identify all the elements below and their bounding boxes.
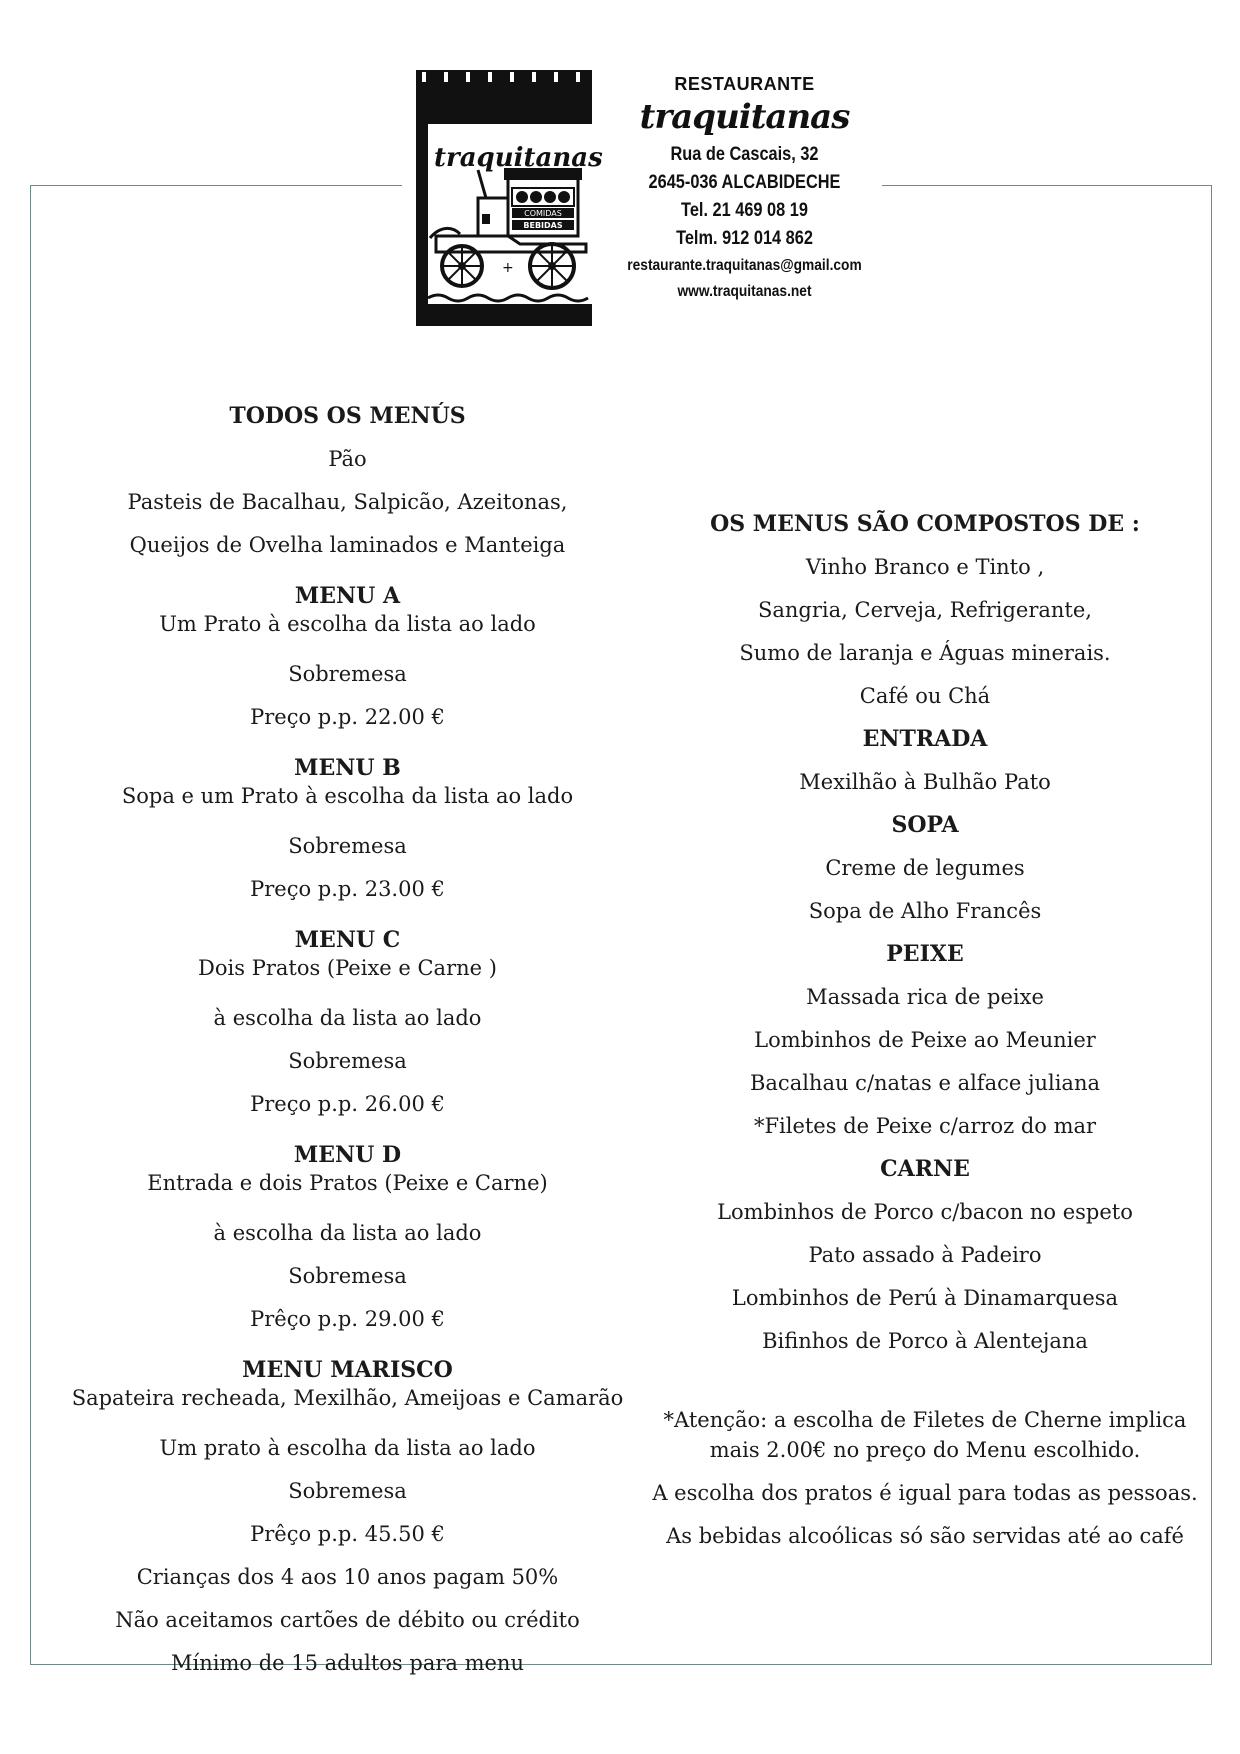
carne-title: CARNE xyxy=(880,1156,970,1182)
menu-d-price: Prêço p.p. 29.00 € xyxy=(250,1307,445,1331)
drink-item: Sangria, Cerveja, Refrigerante, xyxy=(758,598,1092,622)
note-line: As bebidas alcoólicas só são servidas até ao café xyxy=(666,1524,1184,1548)
logo-email: restaurante.traquitanas@gmail.com xyxy=(627,257,862,274)
note-line: mais 2.00€ no preço do Menu escolhido. xyxy=(709,1438,1141,1462)
restaurant-logo-card xyxy=(402,56,882,346)
todos-item: Queijos de Ovelha laminados e Manteiga xyxy=(129,533,566,557)
menu-marisco-price: Prêço p.p. 45.50 € xyxy=(250,1522,445,1546)
menu-b-price: Preço p.p. 23.00 € xyxy=(250,877,445,901)
menu-a-item: Um Prato à escolha da lista ao lado xyxy=(159,612,536,636)
peixe-item: Bacalhau c/natas e alface juliana xyxy=(749,1071,1101,1095)
menu-d-item: Sobremesa xyxy=(288,1264,407,1288)
entrada-title: ENTRADA xyxy=(862,726,988,752)
menu-marisco-item: Sapateira recheada, Mexilhão, Ameijoas e Camarão xyxy=(71,1386,624,1410)
todos-title: TODOS OS MENÚS xyxy=(229,403,466,429)
menu-a-item: Sobremesa xyxy=(288,662,407,686)
drink-item: Café ou Chá xyxy=(859,684,991,708)
menu-b-title: MENU B xyxy=(294,755,401,781)
peixe-item: Massada rica de peixe xyxy=(806,985,1044,1009)
menu-b-item: Sobremesa xyxy=(288,834,407,858)
menu-a-price: Preço p.p. 22.00 € xyxy=(250,705,445,729)
footer-note: Mínimo de 15 adultos para menu xyxy=(171,1651,524,1675)
logo-postal: 2645-036 ALCABIDECHE xyxy=(648,172,841,193)
logo-tel: Tel. 21 469 08 19 xyxy=(681,200,808,221)
menu-c-price: Preço p.p. 26.00 € xyxy=(250,1092,445,1116)
menu-c-title: MENU C xyxy=(294,927,401,953)
notes-block xyxy=(620,1405,1230,1551)
composed-title: OS MENUS SÃO COMPOSTOS DE : xyxy=(710,511,1140,537)
carne-item: Lombinhos de Porco c/bacon no espeto xyxy=(717,1200,1133,1224)
drink-item: Vinho Branco e Tinto , xyxy=(805,555,1045,579)
note-line: A escolha dos pratos é igual para todas as pessoas. xyxy=(652,1481,1198,1505)
cart-label-comidas: COMIDAS xyxy=(524,209,562,218)
footer-note: Crianças dos 4 aos 10 anos pagam 50% xyxy=(136,1565,559,1589)
peixe-item: Lombinhos de Peixe ao Meunier xyxy=(754,1028,1096,1052)
menus-column xyxy=(55,395,640,1685)
peixe-item: *Filetes de Peixe c/arroz do mar xyxy=(753,1114,1097,1138)
todos-item: Pão xyxy=(328,447,367,471)
menu-marisco-item: Sobremesa xyxy=(288,1479,407,1503)
logo-address: Rua de Cascais, 32 xyxy=(670,144,819,165)
menu-d-item: Entrada e dois Pratos (Peixe e Carne) xyxy=(147,1171,548,1195)
menu-marisco-title: MENU MARISCO xyxy=(242,1357,453,1383)
carne-item: Lombinhos de Perú à Dinamarquesa xyxy=(731,1286,1119,1310)
todos-item: Pasteis de Bacalhau, Salpicão, Azeitonas, xyxy=(127,490,568,514)
logo-brand-script: traquitanas xyxy=(434,143,603,173)
food-cart-logo-illustration xyxy=(416,70,606,328)
menu-d-item: à escolha da lista ao lado xyxy=(213,1221,482,1245)
carne-item: Bifinhos de Porco à Alentejana xyxy=(762,1329,1088,1353)
drink-item: Sumo de laranja e Águas minerais. xyxy=(739,641,1111,665)
cart-label-bebidas: BEBIDAS xyxy=(523,221,563,230)
note-line: *Atenção: a escolha de Filetes de Cherne implica xyxy=(663,1408,1187,1432)
menu-b-item: Sopa e um Prato à escolha da lista ao lado xyxy=(121,784,574,808)
dishes-column xyxy=(620,503,1230,1551)
sopa-item: Sopa de Alho Francês xyxy=(808,899,1042,923)
peixe-title: PEIXE xyxy=(886,941,964,967)
logo-label: RESTAURANTE xyxy=(674,74,815,94)
menu-d-title: MENU D xyxy=(293,1142,402,1168)
svg-text:+: + xyxy=(502,260,514,276)
logo-contact-block xyxy=(607,70,882,305)
menu-c-item: à escolha da lista ao lado xyxy=(213,1006,482,1030)
sopa-item: Creme de legumes xyxy=(825,856,1025,880)
menu-c-item: Dois Pratos (Peixe e Carne ) xyxy=(198,956,497,980)
sopa-title: SOPA xyxy=(891,812,959,838)
footer-note: Não aceitamos cartões de débito ou crédito xyxy=(115,1608,580,1632)
menu-c-item: Sobremesa xyxy=(288,1049,407,1073)
carne-item: Pato assado à Padeiro xyxy=(808,1243,1042,1267)
entrada-item: Mexilhão à Bulhão Pato xyxy=(799,770,1051,794)
menu-marisco-item: Um prato à escolha da lista ao lado xyxy=(159,1436,536,1460)
logo-web: www.traquitanas.net xyxy=(677,283,812,300)
menu-a-title: MENU A xyxy=(294,583,401,609)
logo-mobile: Telm. 912 014 862 xyxy=(676,228,813,249)
logo-name-script: traquitanas xyxy=(639,97,850,137)
